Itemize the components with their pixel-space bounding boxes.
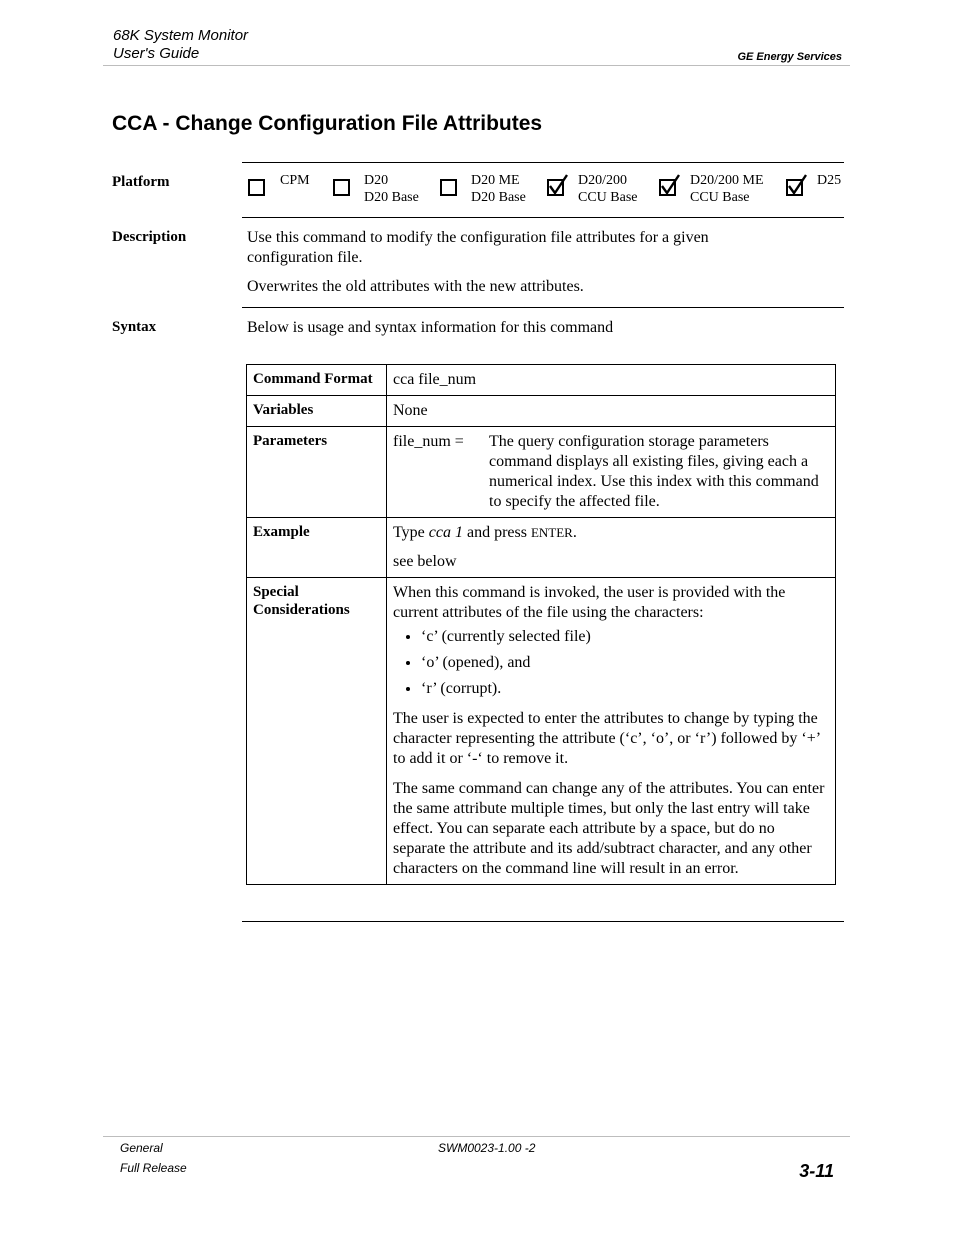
variables-label: Variables xyxy=(247,396,387,427)
platform-item-label: D20 ME xyxy=(471,173,520,188)
checkbox-checked-icon xyxy=(547,179,564,196)
platform-item-label: CPM xyxy=(280,173,310,188)
special-label-line2: Considerations xyxy=(253,602,350,618)
command-format-label: Command Format xyxy=(247,365,387,396)
platform-top-rule xyxy=(242,162,844,163)
special-considerations-label xyxy=(247,578,387,885)
platform-item-sublabel: CCU Base xyxy=(578,190,638,205)
command-table xyxy=(246,364,836,885)
example-label: Example xyxy=(247,518,387,578)
header-rule xyxy=(103,65,850,66)
example-mid: and press xyxy=(462,524,531,541)
section-title: CCA - Change Configuration File Attributes xyxy=(112,112,543,135)
example-note: see below xyxy=(393,553,457,570)
syntax-label: Syntax xyxy=(112,319,157,335)
platform-item-sublabel: D20 Base xyxy=(364,190,419,205)
table-row xyxy=(247,396,836,427)
variables-value: None xyxy=(387,396,836,427)
page-number: 3-11 xyxy=(799,1161,834,1181)
description-para1: Use this command to modify the configuration file attributes for a given configuration file. xyxy=(247,229,709,266)
platform-item-label: D20/200 ME xyxy=(690,173,764,188)
attribute-list xyxy=(393,627,829,699)
parameter-description: The query configuration storage parameters command displays all existing files, giving each a numerical index. Use this index with this command to specify the affected file. xyxy=(489,433,819,510)
example-command: cca 1 xyxy=(428,524,463,541)
platform-bottom-rule xyxy=(242,217,844,218)
section-bottom-rule xyxy=(242,921,844,922)
description-label: Description xyxy=(112,229,187,245)
checkbox-unchecked-icon xyxy=(333,179,350,196)
special-considerations-cell xyxy=(387,578,836,885)
example-key: ENTER xyxy=(530,525,573,540)
platform-item-sublabel: CCU Base xyxy=(690,190,750,205)
footer-rule xyxy=(103,1136,850,1137)
footer-left-2: Full Release xyxy=(120,1161,187,1175)
special-para3: The same command can change any of the attributes. You can enter the same attribute multiple times, but only the last entry will take effect. You can separate each attribute by a space, but do no separate the attribute and its add/subtract character, and any other characters on the command line will result in an error. xyxy=(393,780,825,877)
platform-label: Platform xyxy=(112,174,170,190)
checkbox-checked-icon xyxy=(659,179,676,196)
example-cell xyxy=(387,518,836,578)
example-line xyxy=(393,523,829,543)
description-bottom-rule xyxy=(242,307,844,308)
header-title xyxy=(113,27,248,63)
parameter-name: file_num = xyxy=(393,433,464,450)
platform-item-sublabel: D20 Base xyxy=(471,190,526,205)
special-label-line1: Special xyxy=(253,584,299,600)
header-title-line1: 68K System Monitor xyxy=(113,27,249,44)
command-format-value: cca file_num xyxy=(387,365,836,396)
footer-doc-number: SWM0023-1.00 -2 xyxy=(438,1141,536,1155)
header-company: GE Energy Services xyxy=(737,51,842,63)
footer-left-1: General xyxy=(120,1141,163,1155)
special-intro: When this command is invoked, the user is provided with the current attributes of the file using the characters: xyxy=(393,584,786,621)
example-suffix: . xyxy=(572,524,577,541)
syntax-intro: Below is usage and syntax information for this command xyxy=(247,319,614,336)
parameters-cell xyxy=(387,427,836,518)
table-row xyxy=(247,518,836,578)
table-row xyxy=(247,427,836,518)
platform-item-label: D20 xyxy=(364,173,389,188)
list-item: • ‘c’ (currently selected file) xyxy=(421,627,829,647)
example-prefix: Type xyxy=(393,524,429,541)
checkbox-checked-icon xyxy=(786,179,803,196)
parameters-label: Parameters xyxy=(247,427,387,518)
table-row xyxy=(247,578,836,885)
special-para2: The user is expected to enter the attributes to change by typing the character representing the attribute (‘c’, ‘o’, or ‘r’) followed by ‘+’ to add it or ‘-‘ to remove it. xyxy=(393,710,820,767)
description-para2: Overwrites the old attributes with the new attributes. xyxy=(247,278,584,295)
platform-item-label: D20/200 xyxy=(578,173,627,188)
checkbox-unchecked-icon xyxy=(440,179,457,196)
list-item: • ‘r’ (corrupt). xyxy=(421,679,829,699)
checkbox-unchecked-icon xyxy=(248,179,265,196)
platform-item-label: D25 xyxy=(817,173,842,188)
header-title-line2: User's Guide xyxy=(113,45,200,62)
list-item: • ‘o’ (opened), and xyxy=(421,653,829,673)
table-row xyxy=(247,365,836,396)
